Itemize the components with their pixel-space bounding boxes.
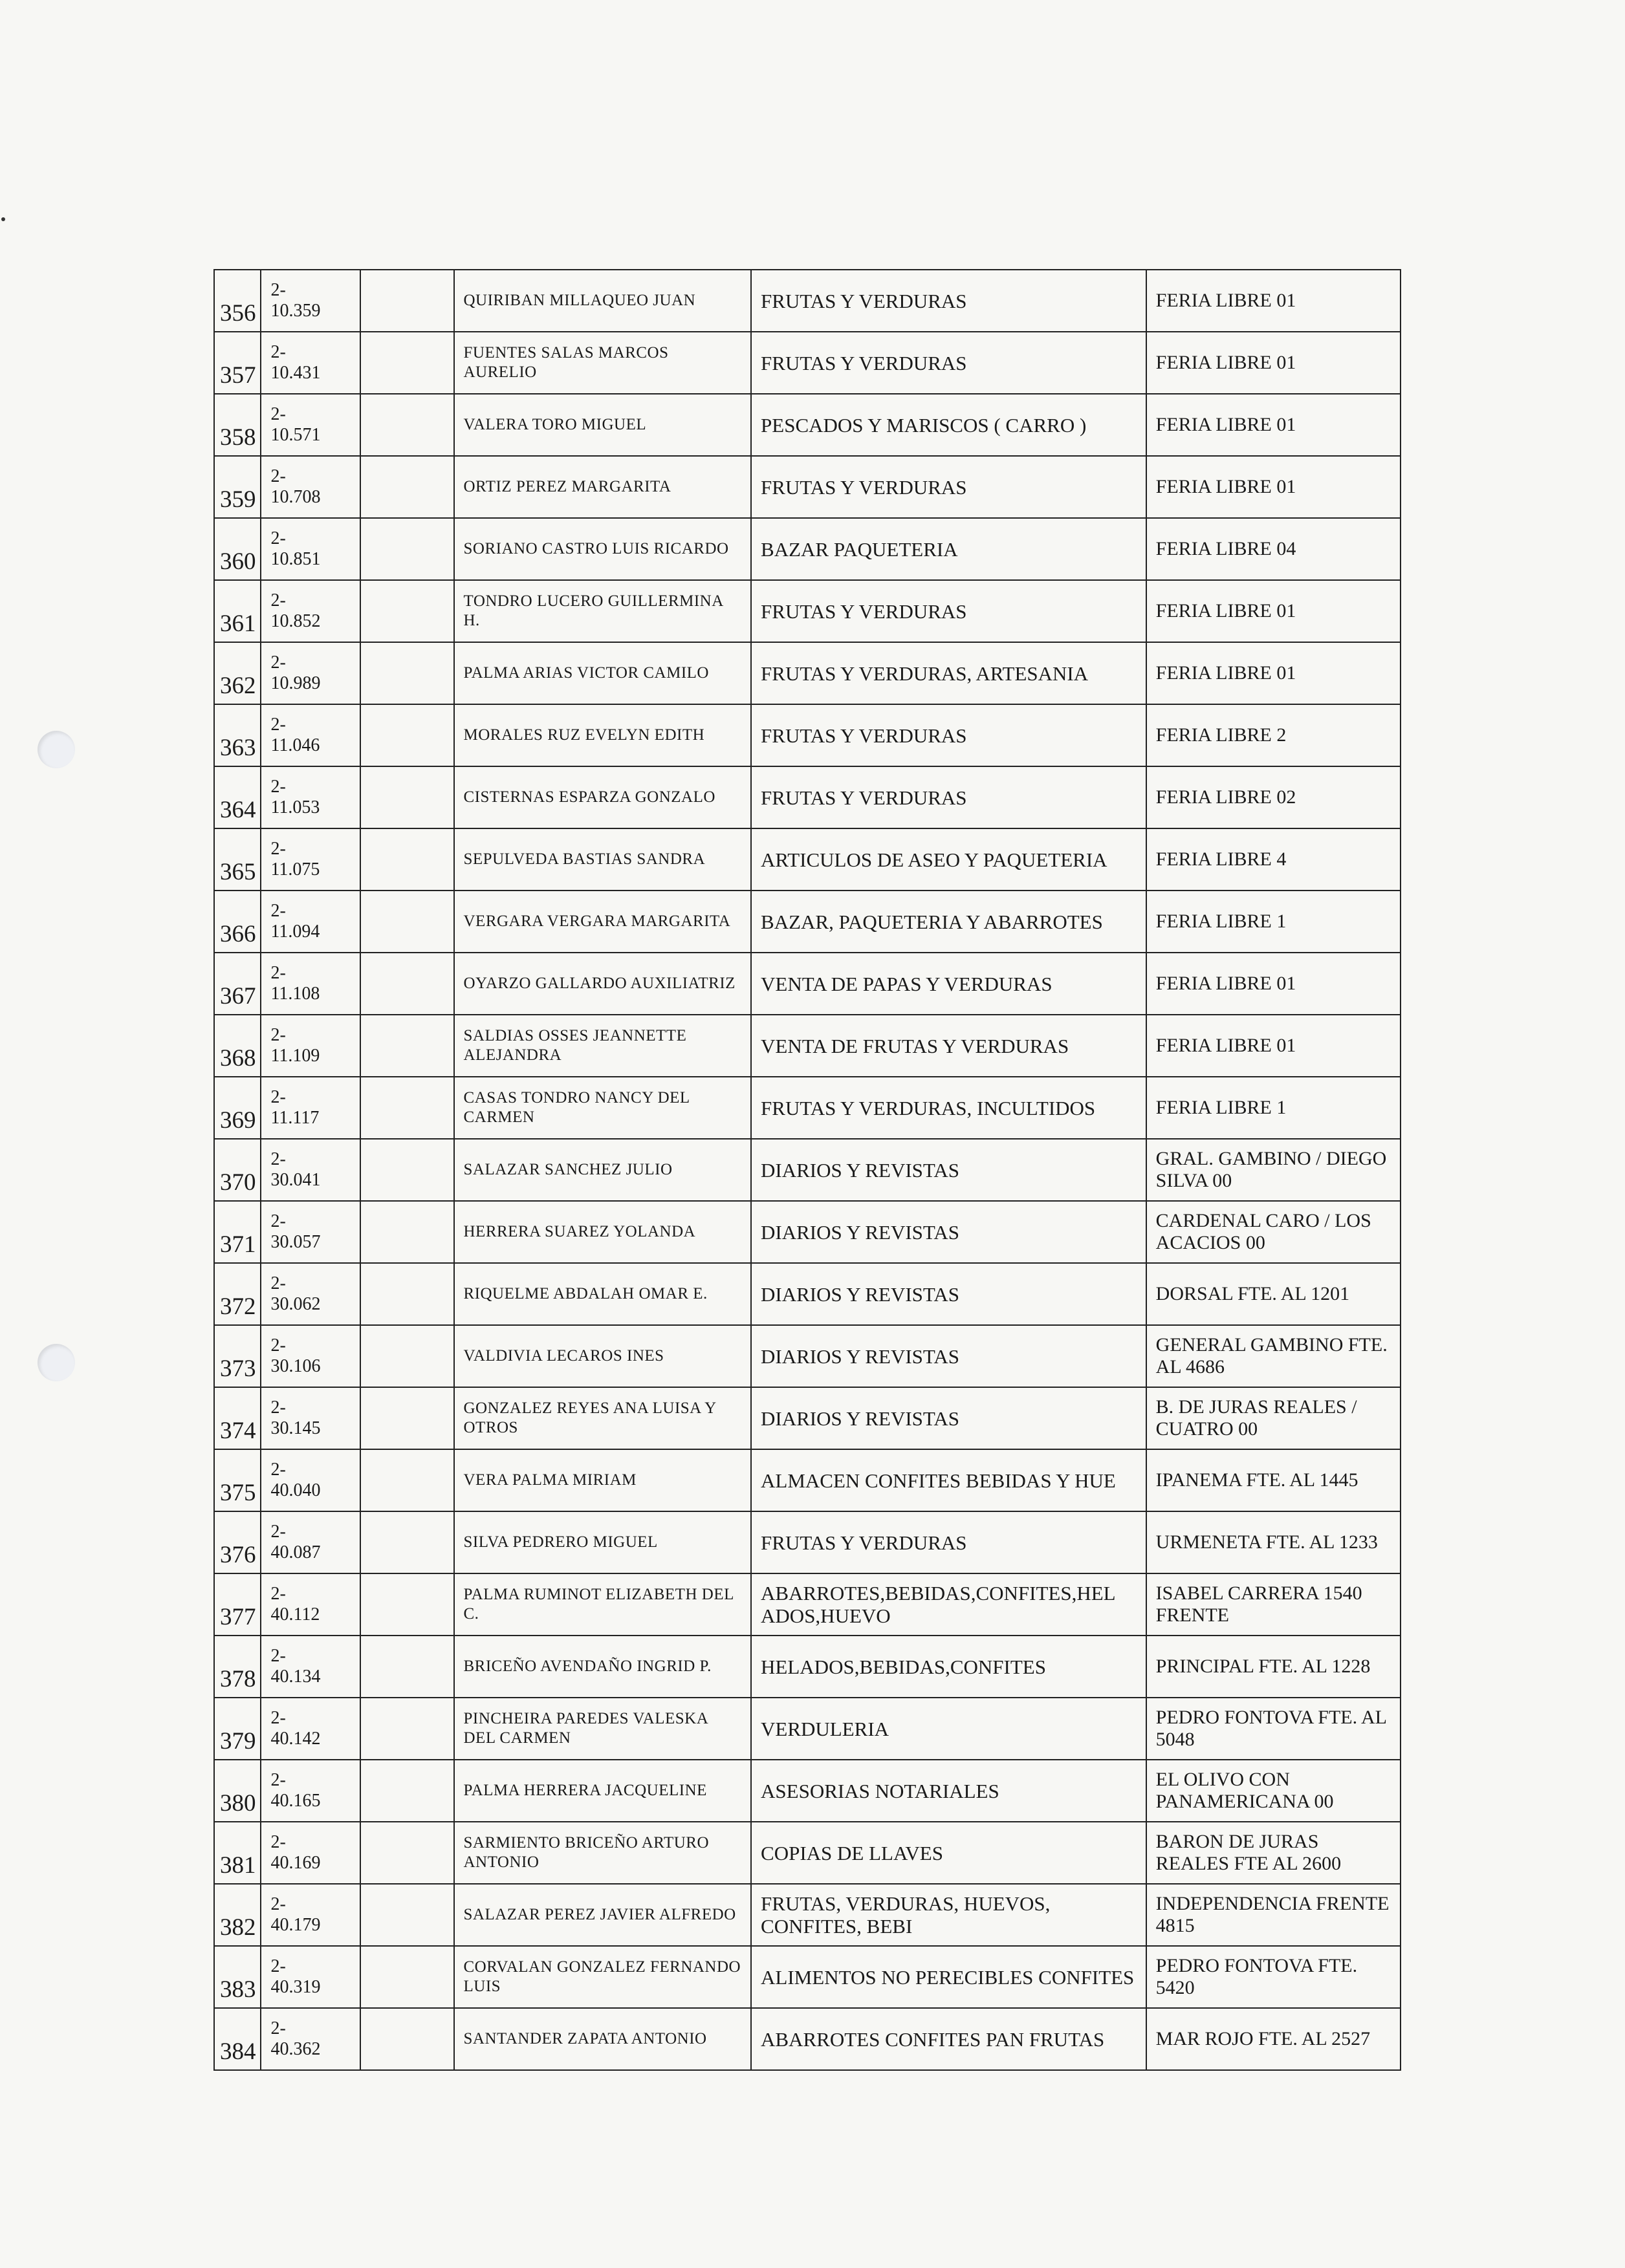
registry-table bbox=[213, 269, 1401, 2071]
row-number: 374 bbox=[214, 1387, 261, 1449]
table-row bbox=[214, 828, 1401, 891]
table-row bbox=[214, 1946, 1401, 2008]
row-number: 366 bbox=[214, 891, 261, 953]
table-row bbox=[214, 1449, 1401, 1511]
patent-code-cell bbox=[261, 1698, 360, 1760]
patent-code-prefix: 2- bbox=[270, 777, 286, 797]
table-row bbox=[214, 1760, 1401, 1822]
holder-name: SORIANO CASTRO LUIS RICARDO bbox=[454, 518, 752, 580]
row-number: 372 bbox=[214, 1263, 261, 1325]
patent-code-cell bbox=[261, 1139, 360, 1201]
patent-code-cell bbox=[261, 642, 360, 704]
activity: FRUTAS Y VERDURAS bbox=[751, 580, 1146, 642]
table-row bbox=[214, 518, 1401, 580]
row-number: 362 bbox=[214, 642, 261, 704]
patent-code-cell bbox=[261, 332, 360, 394]
patent-code: 10.359 bbox=[270, 301, 321, 321]
location: PEDRO FONTOVA FTE. 5420 bbox=[1146, 1946, 1401, 2008]
patent-code-prefix: 2- bbox=[270, 1211, 286, 1231]
location: FERIA LIBRE 1 bbox=[1146, 1077, 1401, 1139]
empty-cell bbox=[360, 394, 454, 456]
patent-code: 10.708 bbox=[270, 487, 321, 507]
row-number: 356 bbox=[214, 270, 261, 332]
row-number: 364 bbox=[214, 766, 261, 828]
row-number: 382 bbox=[214, 1884, 261, 1946]
holder-name: SARMIENTO BRICEÑO ARTURO ANTONIO bbox=[454, 1822, 752, 1884]
empty-cell bbox=[360, 1822, 454, 1884]
activity: COPIAS DE LLAVES bbox=[751, 1822, 1146, 1884]
empty-cell bbox=[360, 456, 454, 518]
patent-code-cell bbox=[261, 766, 360, 828]
row-number: 376 bbox=[214, 1511, 261, 1573]
patent-code-prefix: 2- bbox=[270, 528, 286, 548]
patent-code-cell bbox=[261, 1387, 360, 1449]
patent-code: 40.142 bbox=[270, 1729, 321, 1749]
holder-name: BRICEÑO AVENDAÑO INGRID P. bbox=[454, 1636, 752, 1698]
table-row bbox=[214, 1139, 1401, 1201]
empty-cell bbox=[360, 1946, 454, 2008]
activity: DIARIOS Y REVISTAS bbox=[751, 1139, 1146, 1201]
location: IPANEMA FTE. AL 1445 bbox=[1146, 1449, 1401, 1511]
patent-code-cell bbox=[261, 1884, 360, 1946]
patent-code-cell bbox=[261, 2008, 360, 2070]
patent-code-cell bbox=[261, 891, 360, 953]
empty-cell bbox=[360, 332, 454, 394]
patent-code: 10.851 bbox=[270, 549, 321, 569]
row-number: 361 bbox=[214, 580, 261, 642]
table-row bbox=[214, 580, 1401, 642]
patent-code-prefix: 2- bbox=[270, 2018, 286, 2038]
patent-code-prefix: 2- bbox=[270, 590, 286, 610]
location: FERIA LIBRE 04 bbox=[1146, 518, 1401, 580]
patent-code-cell bbox=[261, 270, 360, 332]
patent-code: 11.108 bbox=[270, 984, 320, 1004]
holder-name: SALAZAR SANCHEZ JULIO bbox=[454, 1139, 752, 1201]
patent-code-prefix: 2- bbox=[270, 1460, 286, 1480]
empty-cell bbox=[360, 1263, 454, 1325]
patent-code-prefix: 2- bbox=[270, 1894, 286, 1914]
holder-name: PALMA RUMINOT ELIZABETH DEL C. bbox=[454, 1573, 752, 1636]
patent-code: 30.106 bbox=[270, 1356, 321, 1376]
holder-name: QUIRIBAN MILLAQUEO JUAN bbox=[454, 270, 752, 332]
location: FERIA LIBRE 01 bbox=[1146, 270, 1401, 332]
patent-code: 10.989 bbox=[270, 673, 321, 693]
patent-code-cell bbox=[261, 1325, 360, 1387]
patent-code-cell bbox=[261, 1511, 360, 1573]
patent-code: 40.165 bbox=[270, 1791, 321, 1811]
activity: FRUTAS Y VERDURAS, INCULTIDOS bbox=[751, 1077, 1146, 1139]
location: INDEPENDENCIA FRENTE 4815 bbox=[1146, 1884, 1401, 1946]
patent-code-cell bbox=[261, 953, 360, 1015]
patent-code-cell bbox=[261, 1946, 360, 2008]
holder-name: VALDIVIA LECAROS INES bbox=[454, 1325, 752, 1387]
holder-name: GONZALEZ REYES ANA LUISA Y OTROS bbox=[454, 1387, 752, 1449]
location: B. DE JURAS REALES / CUATRO 00 bbox=[1146, 1387, 1401, 1449]
punch-hole-top bbox=[38, 731, 75, 768]
patent-code: 11.046 bbox=[270, 735, 320, 755]
location: PEDRO FONTOVA FTE. AL 5048 bbox=[1146, 1698, 1401, 1760]
table-row bbox=[214, 642, 1401, 704]
row-number: 368 bbox=[214, 1015, 261, 1077]
table-row bbox=[214, 270, 1401, 332]
activity: FRUTAS Y VERDURAS bbox=[751, 456, 1146, 518]
table-row bbox=[214, 891, 1401, 953]
activity: FRUTAS Y VERDURAS bbox=[751, 332, 1146, 394]
patent-code-cell bbox=[261, 704, 360, 766]
activity: ASESORIAS NOTARIALES bbox=[751, 1760, 1146, 1822]
empty-cell bbox=[360, 270, 454, 332]
row-number: 375 bbox=[214, 1449, 261, 1511]
patent-code-cell bbox=[261, 1760, 360, 1822]
scan-speck bbox=[1, 217, 5, 221]
registry-table-body bbox=[214, 270, 1401, 2070]
registry-table-container bbox=[213, 269, 1401, 2071]
patent-code: 30.057 bbox=[270, 1232, 321, 1252]
location: FERIA LIBRE 01 bbox=[1146, 394, 1401, 456]
activity: ALMACEN CONFITES BEBIDAS Y HUE bbox=[751, 1449, 1146, 1511]
table-row bbox=[214, 1511, 1401, 1573]
empty-cell bbox=[360, 1884, 454, 1946]
patent-code-prefix: 2- bbox=[270, 466, 286, 486]
patent-code-prefix: 2- bbox=[270, 1398, 286, 1418]
holder-name: SALDIAS OSSES JEANNETTE ALEJANDRA bbox=[454, 1015, 752, 1077]
patent-code: 10.852 bbox=[270, 611, 321, 631]
location: FERIA LIBRE 1 bbox=[1146, 891, 1401, 953]
location: URMENETA FTE. AL 1233 bbox=[1146, 1511, 1401, 1573]
patent-code: 40.112 bbox=[270, 1604, 320, 1625]
row-number: 380 bbox=[214, 1760, 261, 1822]
row-number: 379 bbox=[214, 1698, 261, 1760]
patent-code: 11.117 bbox=[270, 1108, 320, 1128]
patent-code-prefix: 2- bbox=[270, 653, 286, 673]
activity: FRUTAS Y VERDURAS bbox=[751, 704, 1146, 766]
row-number: 383 bbox=[214, 1946, 261, 2008]
location: GENERAL GAMBINO FTE. AL 4686 bbox=[1146, 1325, 1401, 1387]
patent-code-cell bbox=[261, 1077, 360, 1139]
patent-code-prefix: 2- bbox=[270, 404, 286, 424]
patent-code-cell bbox=[261, 1263, 360, 1325]
location: FERIA LIBRE 4 bbox=[1146, 828, 1401, 891]
empty-cell bbox=[360, 953, 454, 1015]
empty-cell bbox=[360, 1387, 454, 1449]
holder-name: VALERA TORO MIGUEL bbox=[454, 394, 752, 456]
empty-cell bbox=[360, 642, 454, 704]
table-row bbox=[214, 1387, 1401, 1449]
patent-code-prefix: 2- bbox=[270, 839, 286, 859]
row-number: 360 bbox=[214, 518, 261, 580]
patent-code-prefix: 2- bbox=[270, 1273, 286, 1293]
empty-cell bbox=[360, 828, 454, 891]
patent-code: 40.134 bbox=[270, 1667, 321, 1687]
empty-cell bbox=[360, 2008, 454, 2070]
row-number: 357 bbox=[214, 332, 261, 394]
patent-code-prefix: 2- bbox=[270, 1646, 286, 1666]
table-row bbox=[214, 1325, 1401, 1387]
table-row bbox=[214, 1263, 1401, 1325]
patent-code-prefix: 2- bbox=[270, 1708, 286, 1728]
location: FERIA LIBRE 01 bbox=[1146, 953, 1401, 1015]
activity: ABARROTES CONFITES PAN FRUTAS bbox=[751, 2008, 1146, 2070]
patent-code: 11.053 bbox=[270, 797, 320, 817]
patent-code-cell bbox=[261, 394, 360, 456]
patent-code-cell bbox=[261, 1573, 360, 1636]
holder-name: RIQUELME ABDALAH OMAR E. bbox=[454, 1263, 752, 1325]
holder-name: PALMA HERRERA JACQUELINE bbox=[454, 1760, 752, 1822]
row-number: 373 bbox=[214, 1325, 261, 1387]
table-row bbox=[214, 766, 1401, 828]
location: BARON DE JURAS REALES FTE AL 2600 bbox=[1146, 1822, 1401, 1884]
location: FERIA LIBRE 02 bbox=[1146, 766, 1401, 828]
patent-code-cell bbox=[261, 1015, 360, 1077]
holder-name: SILVA PEDRERO MIGUEL bbox=[454, 1511, 752, 1573]
patent-code-prefix: 2- bbox=[270, 1025, 286, 1045]
location: FERIA LIBRE 01 bbox=[1146, 642, 1401, 704]
patent-code: 10.571 bbox=[270, 425, 321, 445]
patent-code-cell bbox=[261, 1449, 360, 1511]
location: EL OLIVO CON PANAMERICANA 00 bbox=[1146, 1760, 1401, 1822]
activity: ALIMENTOS NO PERECIBLES CONFITES bbox=[751, 1946, 1146, 2008]
location: CARDENAL CARO / LOS ACACIOS 00 bbox=[1146, 1201, 1401, 1263]
patent-code-prefix: 2- bbox=[270, 280, 286, 300]
empty-cell bbox=[360, 518, 454, 580]
row-number: 378 bbox=[214, 1636, 261, 1698]
location: FERIA LIBRE 01 bbox=[1146, 332, 1401, 394]
patent-code: 40.169 bbox=[270, 1853, 321, 1873]
patent-code-prefix: 2- bbox=[270, 1149, 286, 1169]
table-row bbox=[214, 332, 1401, 394]
row-number: 365 bbox=[214, 828, 261, 891]
holder-name: MORALES RUZ EVELYN EDITH bbox=[454, 704, 752, 766]
holder-name: ORTIZ PEREZ MARGARITA bbox=[454, 456, 752, 518]
patent-code: 40.179 bbox=[270, 1915, 321, 1935]
activity: FRUTAS Y VERDURAS, ARTESANIA bbox=[751, 642, 1146, 704]
table-row bbox=[214, 1573, 1401, 1636]
row-number: 369 bbox=[214, 1077, 261, 1139]
patent-code: 30.062 bbox=[270, 1294, 321, 1314]
activity: FRUTAS Y VERDURAS bbox=[751, 766, 1146, 828]
table-row bbox=[214, 1698, 1401, 1760]
table-row bbox=[214, 1015, 1401, 1077]
location: DORSAL FTE. AL 1201 bbox=[1146, 1263, 1401, 1325]
patent-code: 30.041 bbox=[270, 1170, 321, 1190]
activity: ABARROTES,BEBIDAS,CONFITES,HEL ADOS,HUEVO bbox=[751, 1573, 1146, 1636]
activity: BAZAR PAQUETERIA bbox=[751, 518, 1146, 580]
location: FERIA LIBRE 01 bbox=[1146, 456, 1401, 518]
patent-code-prefix: 2- bbox=[270, 1956, 286, 1976]
location: MAR ROJO FTE. AL 2527 bbox=[1146, 2008, 1401, 2070]
location: ISABEL CARRERA 1540 FRENTE bbox=[1146, 1573, 1401, 1636]
row-number: 371 bbox=[214, 1201, 261, 1263]
patent-code-cell bbox=[261, 456, 360, 518]
patent-code-cell bbox=[261, 1822, 360, 1884]
holder-name: OYARZO GALLARDO AUXILIATRIZ bbox=[454, 953, 752, 1015]
activity: FRUTAS Y VERDURAS bbox=[751, 270, 1146, 332]
activity: FRUTAS Y VERDURAS bbox=[751, 1511, 1146, 1573]
table-row bbox=[214, 394, 1401, 456]
row-number: 377 bbox=[214, 1573, 261, 1636]
activity: ARTICULOS DE ASEO Y PAQUETERIA bbox=[751, 828, 1146, 891]
table-row bbox=[214, 1822, 1401, 1884]
table-row bbox=[214, 1201, 1401, 1263]
holder-name: PALMA ARIAS VICTOR CAMILO bbox=[454, 642, 752, 704]
punch-hole-bottom bbox=[38, 1344, 75, 1381]
row-number: 384 bbox=[214, 2008, 261, 2070]
holder-name: SEPULVEDA BASTIAS SANDRA bbox=[454, 828, 752, 891]
empty-cell bbox=[360, 1201, 454, 1263]
activity: VENTA DE FRUTAS Y VERDURAS bbox=[751, 1015, 1146, 1077]
holder-name: FUENTES SALAS MARCOS AURELIO bbox=[454, 332, 752, 394]
table-row bbox=[214, 1077, 1401, 1139]
patent-code-prefix: 2- bbox=[270, 1522, 286, 1542]
patent-code-prefix: 2- bbox=[270, 901, 286, 921]
holder-name: CASAS TONDRO NANCY DEL CARMEN bbox=[454, 1077, 752, 1139]
holder-name: SANTANDER ZAPATA ANTONIO bbox=[454, 2008, 752, 2070]
patent-code: 11.075 bbox=[270, 859, 320, 880]
patent-code: 40.040 bbox=[270, 1480, 321, 1500]
patent-code-cell bbox=[261, 1636, 360, 1698]
empty-cell bbox=[360, 1698, 454, 1760]
empty-cell bbox=[360, 1325, 454, 1387]
table-row bbox=[214, 1636, 1401, 1698]
empty-cell bbox=[360, 580, 454, 642]
patent-code-prefix: 2- bbox=[270, 963, 286, 983]
row-number: 367 bbox=[214, 953, 261, 1015]
holder-name: CORVALAN GONZALEZ FERNANDO LUIS bbox=[454, 1946, 752, 2008]
activity: BAZAR, PAQUETERIA Y ABARROTES bbox=[751, 891, 1146, 953]
patent-code: 30.145 bbox=[270, 1418, 321, 1438]
holder-name: HERRERA SUAREZ YOLANDA bbox=[454, 1201, 752, 1263]
empty-cell bbox=[360, 766, 454, 828]
activity: DIARIOS Y REVISTAS bbox=[751, 1263, 1146, 1325]
patent-code-cell bbox=[261, 1201, 360, 1263]
holder-name: VERGARA VERGARA MARGARITA bbox=[454, 891, 752, 953]
patent-code-cell bbox=[261, 518, 360, 580]
patent-code: 11.109 bbox=[270, 1046, 320, 1066]
location: FERIA LIBRE 01 bbox=[1146, 1015, 1401, 1077]
activity: PESCADOS Y MARISCOS ( CARRO ) bbox=[751, 394, 1146, 456]
patent-code: 10.431 bbox=[270, 363, 321, 383]
location: GRAL. GAMBINO / DIEGO SILVA 00 bbox=[1146, 1139, 1401, 1201]
location: PRINCIPAL FTE. AL 1228 bbox=[1146, 1636, 1401, 1698]
patent-code-cell bbox=[261, 580, 360, 642]
holder-name: TONDRO LUCERO GUILLERMINA H. bbox=[454, 580, 752, 642]
patent-code-prefix: 2- bbox=[270, 1832, 286, 1852]
location: FERIA LIBRE 2 bbox=[1146, 704, 1401, 766]
empty-cell bbox=[360, 1760, 454, 1822]
row-number: 370 bbox=[214, 1139, 261, 1201]
row-number: 381 bbox=[214, 1822, 261, 1884]
patent-code-prefix: 2- bbox=[270, 1087, 286, 1107]
activity: VERDULERIA bbox=[751, 1698, 1146, 1760]
patent-code-prefix: 2- bbox=[270, 715, 286, 735]
empty-cell bbox=[360, 1449, 454, 1511]
patent-code-cell bbox=[261, 828, 360, 891]
activity: FRUTAS, VERDURAS, HUEVOS, CONFITES, BEBI bbox=[751, 1884, 1146, 1946]
empty-cell bbox=[360, 1015, 454, 1077]
empty-cell bbox=[360, 704, 454, 766]
patent-code-prefix: 2- bbox=[270, 342, 286, 362]
patent-code: 11.094 bbox=[270, 922, 320, 942]
table-row bbox=[214, 953, 1401, 1015]
holder-name: SALAZAR PEREZ JAVIER ALFREDO bbox=[454, 1884, 752, 1946]
location: FERIA LIBRE 01 bbox=[1146, 580, 1401, 642]
activity: DIARIOS Y REVISTAS bbox=[751, 1325, 1146, 1387]
activity: DIARIOS Y REVISTAS bbox=[751, 1387, 1146, 1449]
table-row bbox=[214, 2008, 1401, 2070]
patent-code-prefix: 2- bbox=[270, 1770, 286, 1790]
empty-cell bbox=[360, 1573, 454, 1636]
activity: VENTA DE PAPAS Y VERDURAS bbox=[751, 953, 1146, 1015]
patent-code: 40.362 bbox=[270, 2039, 321, 2059]
activity: DIARIOS Y REVISTAS bbox=[751, 1201, 1146, 1263]
row-number: 358 bbox=[214, 394, 261, 456]
patent-code-prefix: 2- bbox=[270, 1335, 286, 1355]
holder-name: VERA PALMA MIRIAM bbox=[454, 1449, 752, 1511]
empty-cell bbox=[360, 1077, 454, 1139]
row-number: 359 bbox=[214, 456, 261, 518]
table-row bbox=[214, 456, 1401, 518]
holder-name: CISTERNAS ESPARZA GONZALO bbox=[454, 766, 752, 828]
patent-code: 40.319 bbox=[270, 1977, 321, 1997]
patent-code-prefix: 2- bbox=[270, 1584, 286, 1604]
table-row bbox=[214, 704, 1401, 766]
activity: HELADOS,BEBIDAS,CONFITES bbox=[751, 1636, 1146, 1698]
row-number: 363 bbox=[214, 704, 261, 766]
empty-cell bbox=[360, 1511, 454, 1573]
table-row bbox=[214, 1884, 1401, 1946]
empty-cell bbox=[360, 1139, 454, 1201]
patent-code: 40.087 bbox=[270, 1542, 321, 1562]
empty-cell bbox=[360, 891, 454, 953]
empty-cell bbox=[360, 1636, 454, 1698]
holder-name: PINCHEIRA PAREDES VALESKA DEL CARMEN bbox=[454, 1698, 752, 1760]
